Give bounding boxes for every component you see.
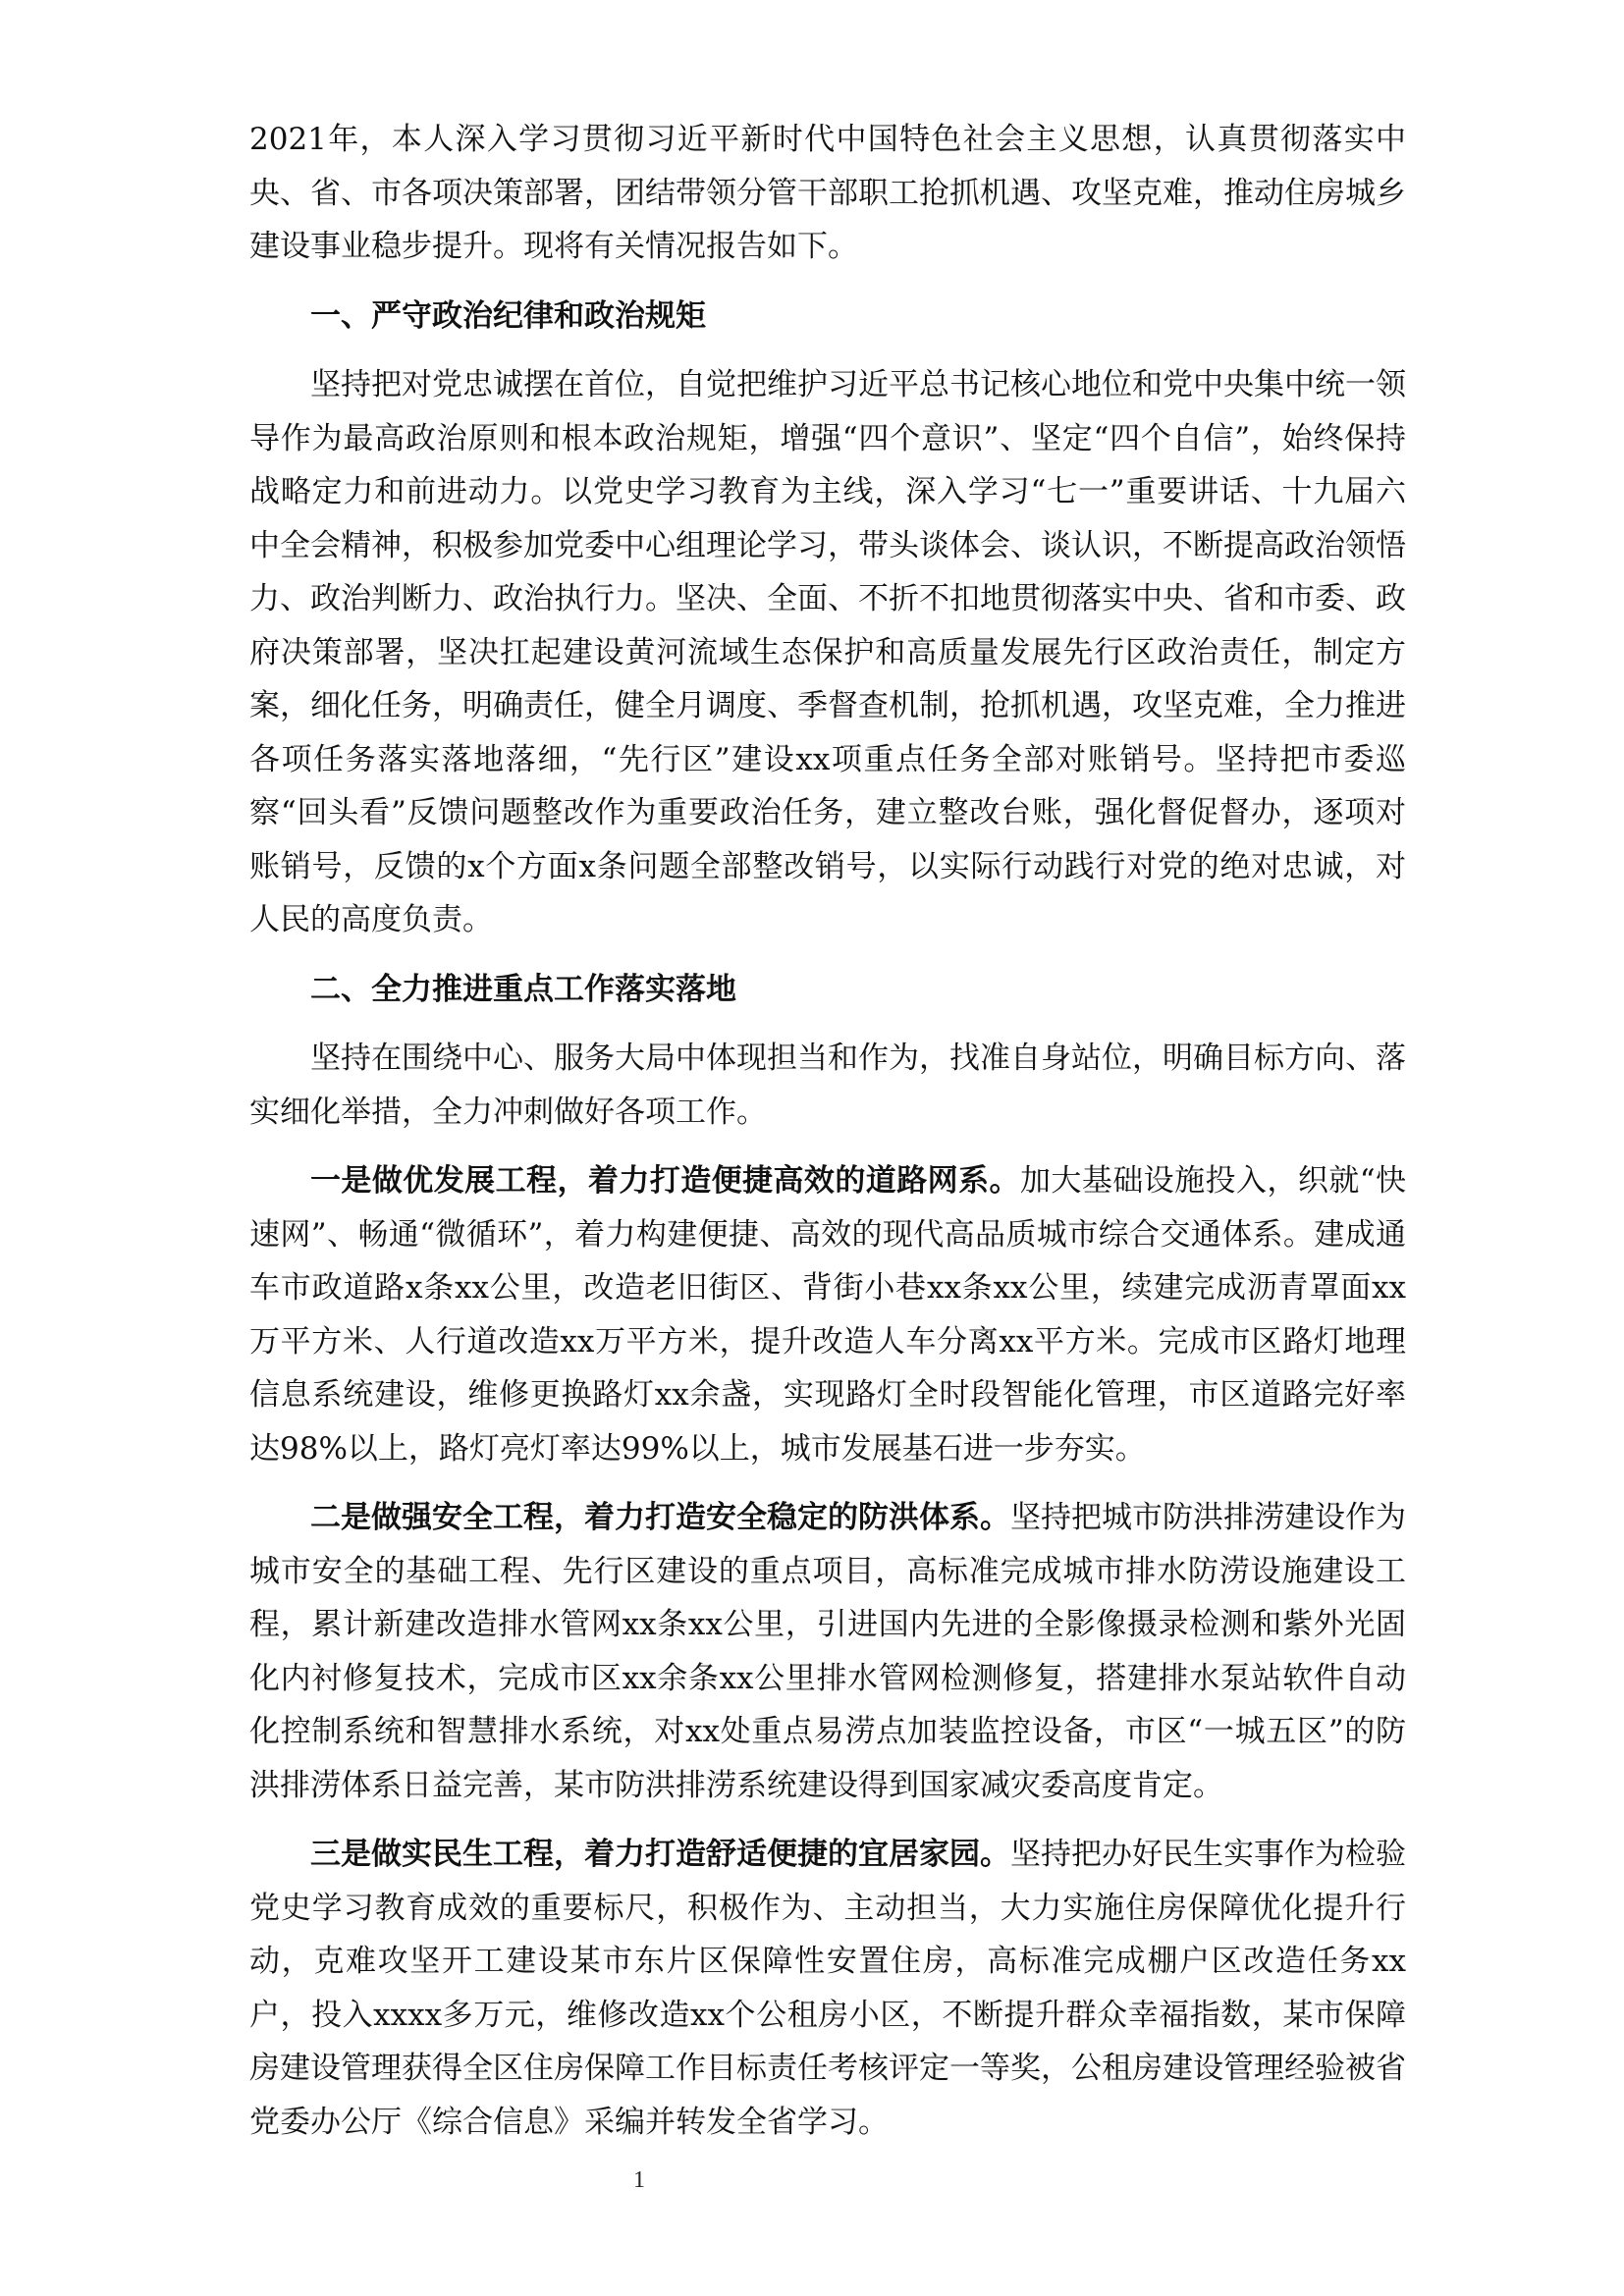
page-number: 1 xyxy=(633,2167,645,2193)
item-3-paragraph xyxy=(249,1828,1406,2149)
section-heading-2: 二、全力推进重点工作落实落地 xyxy=(310,971,736,1007)
item-2-paragraph xyxy=(249,1491,1406,1812)
item-2-lead: 二是做强安全工程，着力打造安全稳定的防洪体系。 xyxy=(310,1500,1010,1535)
item-1-lead: 一是做优发展工程，着力打造便捷高效的道路网系。 xyxy=(310,1163,1020,1199)
item-2-text: 坚持把城市防洪排涝建设作为城市安全的基础工程、先行区建设的重点项目，高标准完成城市排水防涝设施建设工程，累计新建改造排水管网xx条xx公里，引进国内先进的全影像摄录检测和紫外光固化内衬修复技术，完成市区xx余条xx公里排水管网检测修复，搭建排水泵站软件自动化控制系统和智慧排水系统，对xx处重点易涝点加装监控设备，市区“一城五区”的防洪排涝体系日益完善，某市防洪排涝系统建设得到国家减灾委高度肯定。 xyxy=(249,1500,1406,1803)
intro-paragraph: 2021年，本人深入学习贯彻习近平新时代中国特色社会主义思想，认真贯彻落实中央、省、市各项决策部署，团结带领分管干部职工抢抓机遇、攻坚克难，推动住房城乡建设事业稳步提升。现将有关情况报告如下。 xyxy=(249,122,1406,264)
section-1-paragraph: 坚持把对党忠诚摆在首位，自觉把维护习近平总书记核心地位和党中央集中统一领导作为最高政治原则和根本政治规矩，增强“四个意识”、坚定“四个自信”，始终保持战略定力和前进动力。以党史学习教育为主线，深入学习“七一”重要讲话、十九届六中全会精神，积极参加党委中心组理论学习，带头谈体会、谈认识，不断提高政治领悟力、政治判断力、政治执行力。坚决、全面、不折不扣地贯彻落实中央、省和市委、政府决策部署，坚决扛起建设黄河流域生态保护和高质量发展先行区政治责任，制定方案，细化任务，明确责任，健全月调度、季督查机制，抢抓机遇，攻坚克难，全力推进各项任务落实落地落细，“先行区”建设xx项重点任务全部对账销号。坚持把市委巡察“回头看”反馈问题整改作为重要政治任务，建立整改台账，强化督促督办，逐项对账销号，反馈的x个方面x条问题全部整改销号，以实际行动践行对党的绝对忠诚，对人民的高度负责。 xyxy=(249,367,1406,937)
item-3-lead: 三是做实民生工程，着力打造舒适便捷的宜居家园。 xyxy=(310,1837,1010,1872)
item-1-paragraph xyxy=(249,1154,1406,1475)
section-2-intro-paragraph: 坚持在围绕中心、服务大局中体现担当和作为，找准自身站位，明确目标方向、落实细化举措，全力冲刺做好各项工作。 xyxy=(249,1041,1406,1130)
item-3-text: 坚持把办好民生实事作为检验党史学习教育成效的重要标尺，积极作为、主动担当，大力实施住房保障优化提升行动，克难攻坚开工建设某市东片区保障性安置住房，高标准完成棚户区改造任务xx户，投入xxxx多万元，维修改造xx个公租房小区，不断提升群众幸福指数，某市保障房建设管理获得全区住房保障工作目标责任考核评定一等奖，公租房建设管理经验被省党委办公厅《综合信息》采编并转发全省学习。 xyxy=(249,1837,1406,2140)
item-1-text: 加大基础设施投入，织就“快速网”、畅通“微循环”，着力构建便捷、高效的现代高品质城市综合交通体系。建成通车市政道路x条xx公里，改造老旧街区、背街小巷xx条xx公里，续建完成沥青罩面xx万平方米、人行道改造xx万平方米，提升改造人车分离xx平方米。完成市区路灯地理信息系统建设，维修更换路灯xx余盏，实现路灯全时段智能化管理，市区道路完好率达98%以上，路灯亮灯率达99%以上，城市发展基石进一步夯实。 xyxy=(249,1163,1406,1467)
section-heading-1: 一、严守政治纪律和政治规矩 xyxy=(310,297,706,334)
document-body xyxy=(249,113,1406,2164)
